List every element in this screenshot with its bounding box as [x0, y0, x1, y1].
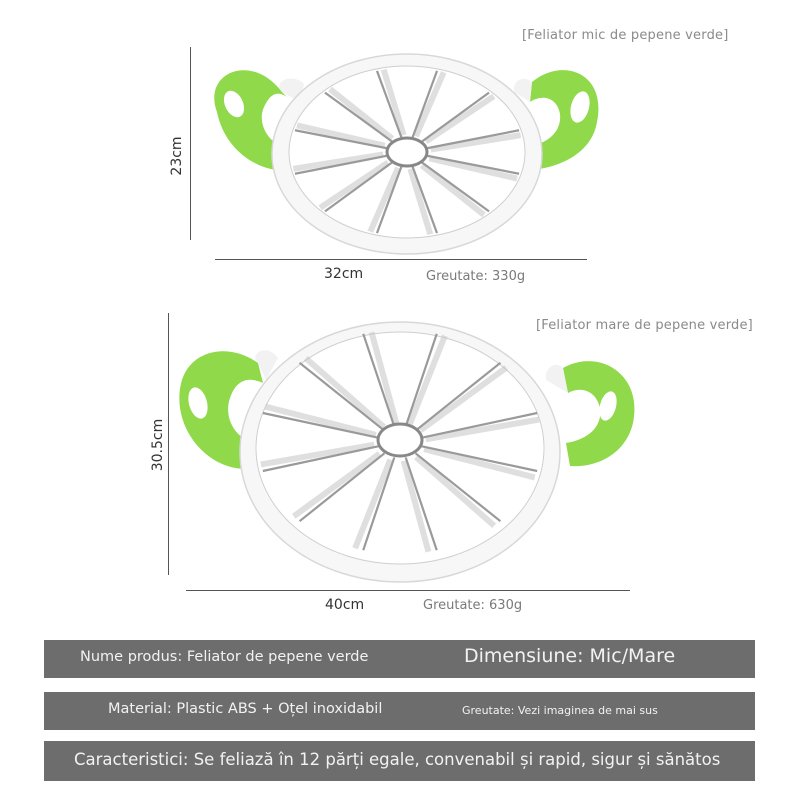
small-width-label: 32cm — [324, 266, 364, 282]
large-slicer-image — [178, 318, 640, 586]
small-center-hub — [387, 138, 427, 166]
small-slicer-caption: [Feliator mic de pepene verde] — [522, 28, 729, 43]
weight-note-text: Greutate: Vezi imaginea de mai sus — [462, 704, 658, 717]
small-slicer-image — [212, 52, 602, 257]
small-height-rule — [190, 47, 191, 240]
spec-bar-product — [44, 640, 755, 678]
large-height-rule — [168, 313, 169, 575]
dimensions-text: Dimensiune: Mic/Mare — [464, 645, 676, 667]
small-weight-label: Greutate: 330g — [426, 269, 526, 284]
large-weight-label: Greutate: 630g — [423, 598, 523, 613]
small-width-rule — [215, 259, 587, 260]
large-width-label: 40cm — [325, 597, 365, 613]
large-center-hub — [378, 424, 422, 456]
small-height-label: 23cm — [169, 136, 185, 176]
large-height-label: 30.5cm — [150, 418, 166, 472]
spec-bar-material — [44, 692, 755, 730]
material-text: Material: Plastic ABS + Oțel inoxidabil — [108, 701, 383, 717]
spec-bar-features — [44, 741, 755, 781]
features-text: Caracteristici: Se feliază în 12 părți egale, convenabil și rapid, sigur și sănătos — [74, 750, 721, 769]
large-slicer-caption: [Feliator mare de pepene verde] — [536, 318, 753, 333]
product-name-text: Nume produs: Feliator de pepene verde — [80, 649, 369, 665]
large-width-rule — [186, 590, 630, 591]
